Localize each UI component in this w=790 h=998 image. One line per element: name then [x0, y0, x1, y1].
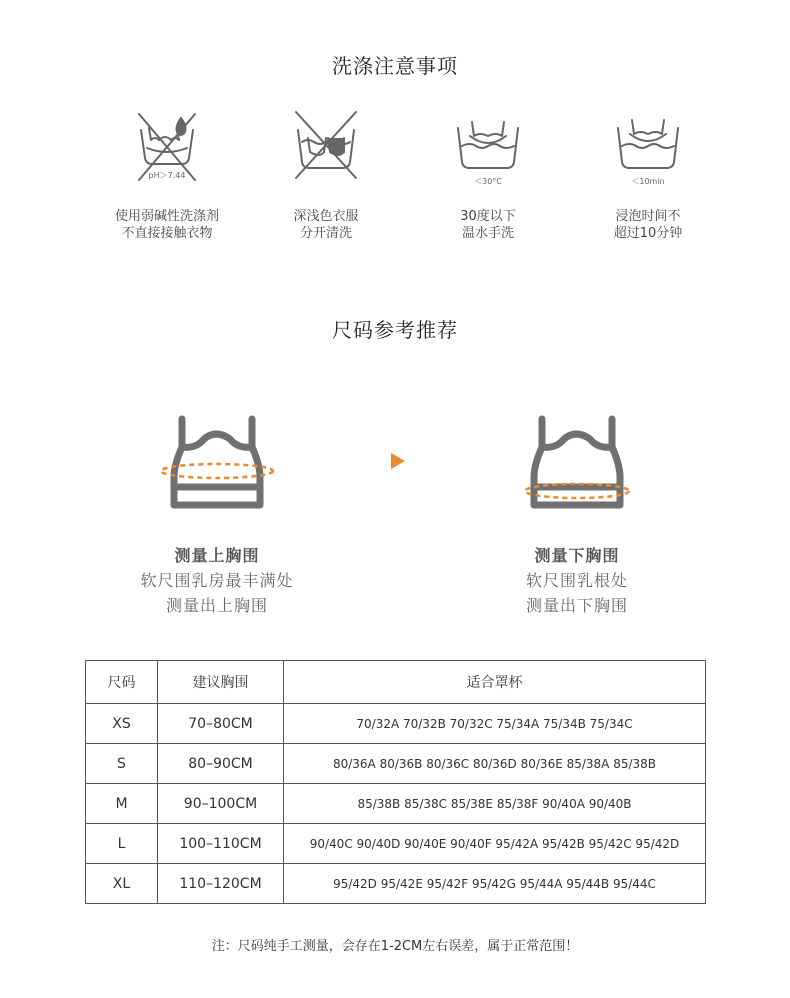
svg-text:pH＞7.44: pH＞7.44	[148, 171, 186, 180]
care-caption: 30度以下 温水手洗	[460, 209, 516, 241]
care-section-title: 洗涤注意事项	[332, 54, 458, 78]
cell-size: L	[86, 824, 158, 864]
table-row	[86, 744, 706, 784]
bra-upper-measure-icon	[152, 405, 282, 515]
lower-measure-line2: 测量出下胸围	[525, 596, 628, 615]
upper-measure-title: 测量上胸围	[174, 546, 260, 565]
svg-text:＜30°C: ＜30°C	[474, 177, 502, 186]
upper-measure-line1: 软尺围乳房最丰满处	[140, 571, 294, 590]
header-size: 尺码	[86, 661, 158, 704]
care-item-separate	[251, 108, 401, 242]
care-caption: 使用弱碱性洗涤剂 不直接接触衣物	[114, 209, 219, 241]
hand-wash-30-icon	[452, 108, 524, 188]
table-row	[86, 704, 706, 744]
size-section-title: 尺码参考推荐	[332, 318, 458, 342]
wash-separately-icon	[290, 108, 362, 188]
cell-chest: 110–120CM	[158, 864, 284, 904]
table-row	[86, 864, 706, 904]
cell-chest: 100–110CM	[158, 824, 284, 864]
upper-measure-line2: 测量出上胸围	[165, 596, 268, 615]
cell-chest: 70–80CM	[158, 704, 284, 744]
cell-cups: 80/36A 80/36B 80/36C 80/36D 80/36E 85/38A 85/38B	[284, 744, 706, 784]
measure-lower-bust	[467, 405, 687, 618]
care-caption: 浸泡时间不 超过10分钟	[613, 209, 683, 241]
care-item-soak	[573, 108, 723, 242]
cell-cups: 95/42D 95/42E 95/42F 95/42G 95/44A 95/44B 95/44C	[284, 864, 706, 904]
no-alkaline-detergent-icon	[131, 108, 203, 188]
bra-lower-measure-icon	[512, 405, 642, 515]
cell-size: XS	[86, 704, 158, 744]
cell-cups: 85/38B 85/38C 85/38E 85/38F 90/40A 90/40B	[284, 784, 706, 824]
table-row	[86, 824, 706, 864]
lower-measure-title: 测量下胸围	[534, 546, 620, 565]
size-table	[85, 660, 706, 904]
cell-chest: 90–100CM	[158, 784, 284, 824]
header-cups: 适合罩杯	[284, 661, 706, 704]
care-item-temperature	[413, 108, 563, 242]
cell-size: S	[86, 744, 158, 784]
soak-10min-icon	[612, 108, 684, 188]
table-header-row	[86, 661, 706, 704]
header-chest: 建议胸围	[158, 661, 284, 704]
lower-measure-line1: 软尺围乳根处	[525, 571, 628, 590]
measure-upper-bust	[107, 405, 327, 618]
table-row	[86, 784, 706, 824]
cell-cups: 70/32A 70/32B 70/32C 75/34A 75/34B 75/34C	[284, 704, 706, 744]
cell-cups: 90/40C 90/40D 90/40E 90/40F 95/42A 95/42B 95/42C 95/42D	[284, 824, 706, 864]
play-arrow-icon	[389, 452, 407, 470]
cell-chest: 80–90CM	[158, 744, 284, 784]
care-caption: 深浅色衣服 分开清洗	[293, 209, 359, 241]
care-item-detergent	[92, 108, 242, 242]
svg-text:＜10min: ＜10min	[631, 177, 665, 186]
size-note: 注：尺码纯手工测量，会存在1-2CM左右误差，属于正常范围！	[211, 939, 579, 954]
cell-size: XL	[86, 864, 158, 904]
cell-size: M	[86, 784, 158, 824]
